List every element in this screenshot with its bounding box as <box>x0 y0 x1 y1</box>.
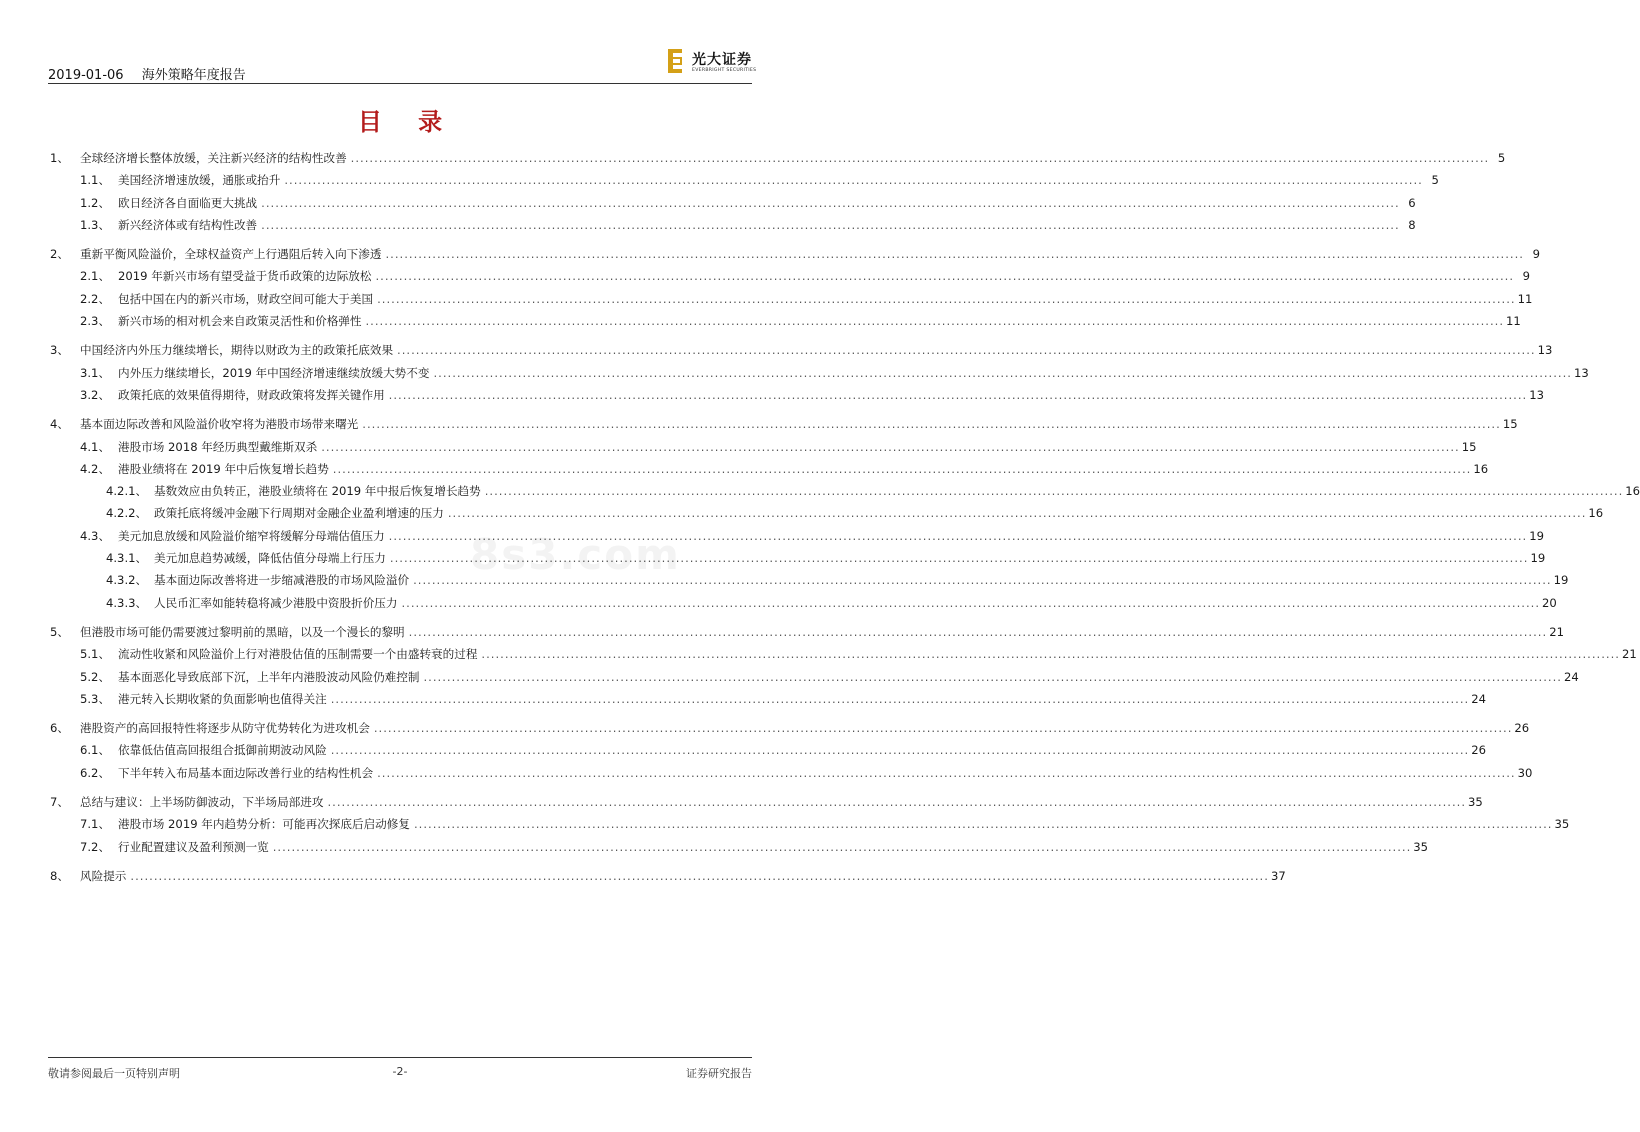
toc-subsection-entry[interactable] <box>48 669 1579 691</box>
toc-entry-number: 5.2、 <box>80 669 111 684</box>
toc-entry-page: 11 <box>1517 291 1533 306</box>
toc-entry-text: 行业配置建议及盈利预测一览 <box>118 839 269 854</box>
toc-entry-text: 内外压力继续增长，2019 年中国经济增速继续放缓大势不变 <box>118 365 430 380</box>
toc-entry-number: 4.3.3、 <box>106 595 148 610</box>
toc-entry-number: 8、 <box>50 868 69 883</box>
toc-entry-page: 20 <box>1542 595 1557 610</box>
toc-subsection-entry[interactable] <box>48 268 1531 290</box>
toc-section <box>48 150 1506 239</box>
toc-section <box>48 794 1570 861</box>
toc-section <box>48 720 1533 787</box>
toc-title: 目 录 <box>357 108 457 136</box>
toc-entry-number: 1.1、 <box>80 173 111 188</box>
toc-leader-dots <box>331 743 1470 757</box>
header-info <box>48 64 246 83</box>
toc-entry-number: 6、 <box>50 721 69 736</box>
toc-entry-number: 4.1、 <box>80 439 111 454</box>
toc-leader-dots <box>261 218 1400 232</box>
toc-entry-page: 9 <box>1532 247 1540 262</box>
toc-section-entry[interactable] <box>48 342 1553 364</box>
toc-section-entry[interactable] <box>48 150 1506 172</box>
toc-section <box>48 624 1637 713</box>
toc-subsection-entry[interactable] <box>48 765 1533 787</box>
toc-entry-page: 5 <box>1497 151 1506 165</box>
toc-entry-number: 2.3、 <box>80 314 111 329</box>
toc-entry-text: 重新平衡风险溢价，全球权益资产上行遇阻后转入向下渗透 <box>80 247 382 262</box>
page-number: -2- <box>392 1065 408 1078</box>
toc-entry-page: 13 <box>1537 343 1553 358</box>
toc-entry-number: 4.3、 <box>80 528 111 543</box>
toc-entry-text: 基数效应由负转正，港股业绩将在 2019 年中报后恢复增长趋势 <box>154 484 481 499</box>
toc-section <box>48 416 1640 617</box>
toc-entry-number: 1.3、 <box>80 217 111 232</box>
toc-subsection-entry[interactable] <box>48 313 1521 335</box>
toc-entry-number: 5.3、 <box>80 691 111 706</box>
toc-subsection-entry[interactable] <box>48 691 1487 713</box>
toc-entry-page: 16 <box>1625 484 1640 499</box>
toc-entry-text: 基本面边际改善和风险溢价收窄将为港股市场带来曙光 <box>80 417 359 432</box>
toc-leader-dots <box>423 670 1562 684</box>
toc-entry-text: 港股市场 2019 年内趋势分析：可能再次探底后启动修复 <box>118 817 410 832</box>
toc-subsubsection-entry[interactable] <box>48 483 1640 505</box>
toc-subsubsection-entry[interactable] <box>48 550 1546 572</box>
toc-leader-dots <box>130 869 1269 883</box>
toc-leader-dots <box>365 314 1504 328</box>
toc-leader-dots <box>448 506 1587 520</box>
toc-entry-number: 2.2、 <box>80 291 111 306</box>
toc-leader-dots <box>273 840 1412 854</box>
toc-entry-number: 3.1、 <box>80 365 111 380</box>
toc-leader-dots <box>327 795 1466 809</box>
table-of-contents <box>48 150 1640 897</box>
report-title: 海外策略年度报告 <box>141 68 246 83</box>
toc-section-entry[interactable] <box>48 246 1540 268</box>
toc-entry-page: 9 <box>1522 269 1531 284</box>
toc-entry-page: 24 <box>1564 669 1579 684</box>
toc-entry-page: 13 <box>1529 387 1544 402</box>
toc-entry-text: 流动性收紧和风险溢价上行对港股估值的压制需要一个由盛转衰的过程 <box>118 647 478 662</box>
toc-entry-number: 1、 <box>50 151 69 165</box>
toc-leader-dots <box>485 484 1624 498</box>
toc-leader-dots <box>389 529 1528 543</box>
toc-leader-dots <box>351 151 1490 165</box>
toc-entry-page: 16 <box>1588 506 1604 521</box>
toc-subsection-entry[interactable] <box>48 461 1489 483</box>
report-date: 2019-01-06 <box>48 68 124 83</box>
toc-entry-text: 美元加息放缓和风险溢价缩窄将缓解分母端估值压力 <box>118 528 385 543</box>
toc-entry-page: 26 <box>1471 743 1487 758</box>
toc-leader-dots <box>333 462 1472 476</box>
toc-entry-text: 港元转入长期收紧的负面影响也值得关注 <box>118 691 327 706</box>
toc-leader-dots <box>409 625 1548 639</box>
toc-entry-page: 19 <box>1553 573 1569 588</box>
toc-subsubsection-entry[interactable] <box>48 572 1569 594</box>
toc-subsection-entry[interactable] <box>48 291 1533 313</box>
toc-entry-page: 30 <box>1517 765 1533 780</box>
toc-subsection-entry[interactable] <box>48 839 1429 861</box>
toc-entry-page: 21 <box>1621 647 1637 662</box>
toc-section-entry[interactable] <box>48 416 1518 438</box>
toc-subsection-entry[interactable] <box>48 195 1416 217</box>
toc-entry-text: 中国经济内外压力继续增长，期待以财政为主的政策托底效果 <box>80 343 394 358</box>
toc-subsubsection-entry[interactable] <box>48 595 1557 617</box>
toc-entry-text: 基本面边际改善将进一步缩减港股的市场风险溢价 <box>154 573 410 588</box>
toc-section <box>48 868 1286 890</box>
toc-leader-dots <box>397 343 1536 357</box>
toc-section-entry[interactable] <box>48 720 1530 742</box>
toc-entry-text: 但港股市场可能仍需要渡过黎明前的黑暗，以及一个漫长的黎明 <box>80 624 405 639</box>
toc-entry-number: 7.2、 <box>80 839 111 854</box>
toc-entry-page: 13 <box>1574 365 1589 380</box>
toc-entry-number: 1.2、 <box>80 195 111 210</box>
toc-subsection-entry[interactable] <box>48 816 1570 838</box>
toc-entry-text: 基本面恶化导致底部下沉，上半年内港股波动风险仍难控制 <box>118 669 420 684</box>
toc-entry-page: 8 <box>1408 217 1416 232</box>
toc-subsection-entry[interactable] <box>48 742 1487 764</box>
toc-entry-number: 6.2、 <box>80 765 111 780</box>
toc-section-entry[interactable] <box>48 624 1564 646</box>
toc-entry-number: 4.2.2、 <box>106 506 148 521</box>
logo-name-cn: 光大证券 <box>692 52 752 68</box>
toc-entry-number: 5.1、 <box>80 647 111 662</box>
toc-entry-page: 35 <box>1468 795 1483 810</box>
toc-entry-page: 15 <box>1502 417 1518 432</box>
toc-leader-dots <box>284 173 1423 187</box>
toc-leader-dots <box>374 721 1513 735</box>
toc-entry-page: 11 <box>1506 314 1521 329</box>
toc-section-entry[interactable] <box>48 868 1286 890</box>
toc-section-entry[interactable] <box>48 794 1483 816</box>
toc-entry-text: 新兴市场的相对机会来自政策灵活性和价格弹性 <box>118 314 362 329</box>
toc-leader-dots <box>401 596 1540 610</box>
toc-entry-number: 7.1、 <box>80 817 111 832</box>
toc-subsection-entry[interactable] <box>48 646 1637 668</box>
toc-entry-page: 35 <box>1413 839 1429 854</box>
logo-name-en: EVERBRIGHT SECURITIES <box>692 68 757 73</box>
toc-entry-page: 21 <box>1549 624 1564 639</box>
toc-entry-text: 美元加息趋势减缓，降低估值分母端上行压力 <box>154 551 386 566</box>
toc-entry-text: 下半年转入布局基本面边际改善行业的结构性机会 <box>118 765 374 780</box>
toc-subsubsection-entry[interactable] <box>48 505 1604 527</box>
toc-entry-text: 人民币汇率如能转稳将减少港股中资股折价压力 <box>154 595 398 610</box>
toc-section <box>48 246 1540 335</box>
toc-entry-number: 4.2.1、 <box>106 484 148 499</box>
toc-leader-dots <box>377 292 1516 306</box>
footer-disclaimer: 敬请参阅最后一页特别声明 <box>48 1067 180 1080</box>
toc-leader-dots <box>433 366 1572 380</box>
toc-entry-number: 2.1、 <box>80 269 111 284</box>
toc-entry-number: 6.1、 <box>80 743 111 758</box>
page-footer <box>48 1057 752 1080</box>
toc-entry-page: 26 <box>1514 721 1530 736</box>
toc-leader-dots <box>331 692 1470 706</box>
toc-leader-dots <box>321 440 1460 454</box>
toc-entry-text: 美国经济增速放缓，通胀或抬升 <box>118 173 281 188</box>
toc-leader-dots <box>390 551 1529 565</box>
toc-entry-text: 2019 年新兴市场有望受益于货币政策的边际放松 <box>118 269 372 284</box>
page-header <box>48 44 757 84</box>
toc-entry-page: 19 <box>1529 528 1544 543</box>
toc-entry-text: 总结与建议：上半场防御波动，下半场局部进攻 <box>80 795 324 810</box>
toc-entry-text: 依靠低估值高回报组合抵御前期波动风险 <box>118 743 327 758</box>
toc-entry-text: 欧日经济各自面临更大挑战 <box>118 195 258 210</box>
toc-entry-number: 2、 <box>50 247 69 262</box>
toc-entry-text: 全球经济增长整体放缓，关注新兴经济的结构性改善 <box>80 151 347 165</box>
toc-subsection-entry[interactable] <box>48 217 1416 239</box>
toc-entry-page: 15 <box>1461 439 1477 454</box>
toc-subsection-entry[interactable] <box>48 387 1544 409</box>
toc-leader-dots <box>362 417 1501 431</box>
toc-entry-number: 4.2、 <box>80 461 111 476</box>
toc-entry-text: 政策托底的效果值得期待，财政政策将发挥关键作用 <box>118 387 385 402</box>
toc-entry-page: 6 <box>1408 195 1416 210</box>
toc-entry-number: 7、 <box>50 795 69 810</box>
everbright-logo <box>666 46 757 78</box>
toc-leader-dots <box>413 573 1552 587</box>
toc-entry-page: 37 <box>1270 868 1286 883</box>
footer-report-type: 证券研究报告 <box>686 1067 752 1080</box>
toc-entry-number: 3.2、 <box>80 387 111 402</box>
toc-leader-dots <box>481 647 1620 661</box>
toc-leader-dots <box>389 388 1528 402</box>
toc-subsection-entry[interactable] <box>48 365 1589 387</box>
toc-entry-text: 风险提示 <box>80 868 127 883</box>
everbright-logo-mark-icon <box>666 48 688 74</box>
toc-entry-text: 政策托底将缓冲金融下行周期对金融企业盈利增速的压力 <box>154 506 444 521</box>
toc-entry-text: 包括中国在内的新兴市场，财政空间可能大于美国 <box>118 291 374 306</box>
toc-entry-number: 4.3.2、 <box>106 573 148 588</box>
toc-entry-text: 新兴经济体或有结构性改善 <box>118 217 258 232</box>
toc-entry-number: 5、 <box>50 624 69 639</box>
toc-subsection-entry[interactable] <box>48 528 1544 550</box>
watermark: 8s3.com <box>470 530 681 579</box>
toc-subsection-entry[interactable] <box>48 172 1439 194</box>
toc-entry-page: 5 <box>1431 173 1439 188</box>
toc-leader-dots <box>414 817 1553 831</box>
toc-entry-number: 4、 <box>50 417 69 432</box>
toc-entry-text: 港股业绩将在 2019 年中后恢复增长趋势 <box>118 461 329 476</box>
toc-section <box>48 342 1589 409</box>
toc-leader-dots <box>377 766 1516 780</box>
toc-leader-dots <box>385 247 1524 261</box>
toc-entry-number: 4.3.1、 <box>106 551 148 566</box>
toc-entry-number: 3、 <box>50 343 69 358</box>
header-divider <box>48 83 752 84</box>
toc-entry-text: 港股资产的高回报特性将逐步从防守优势转化为进攻机会 <box>80 721 370 736</box>
toc-entry-page: 24 <box>1471 691 1487 706</box>
toc-entry-page: 16 <box>1473 461 1489 476</box>
toc-leader-dots <box>261 196 1400 210</box>
toc-leader-dots <box>375 269 1514 283</box>
toc-entry-page: 19 <box>1530 551 1546 566</box>
toc-subsection-entry[interactable] <box>48 439 1477 461</box>
toc-entry-text: 港股市场 2018 年经历典型戴维斯双杀 <box>118 439 318 454</box>
toc-entry-page: 35 <box>1554 817 1570 832</box>
